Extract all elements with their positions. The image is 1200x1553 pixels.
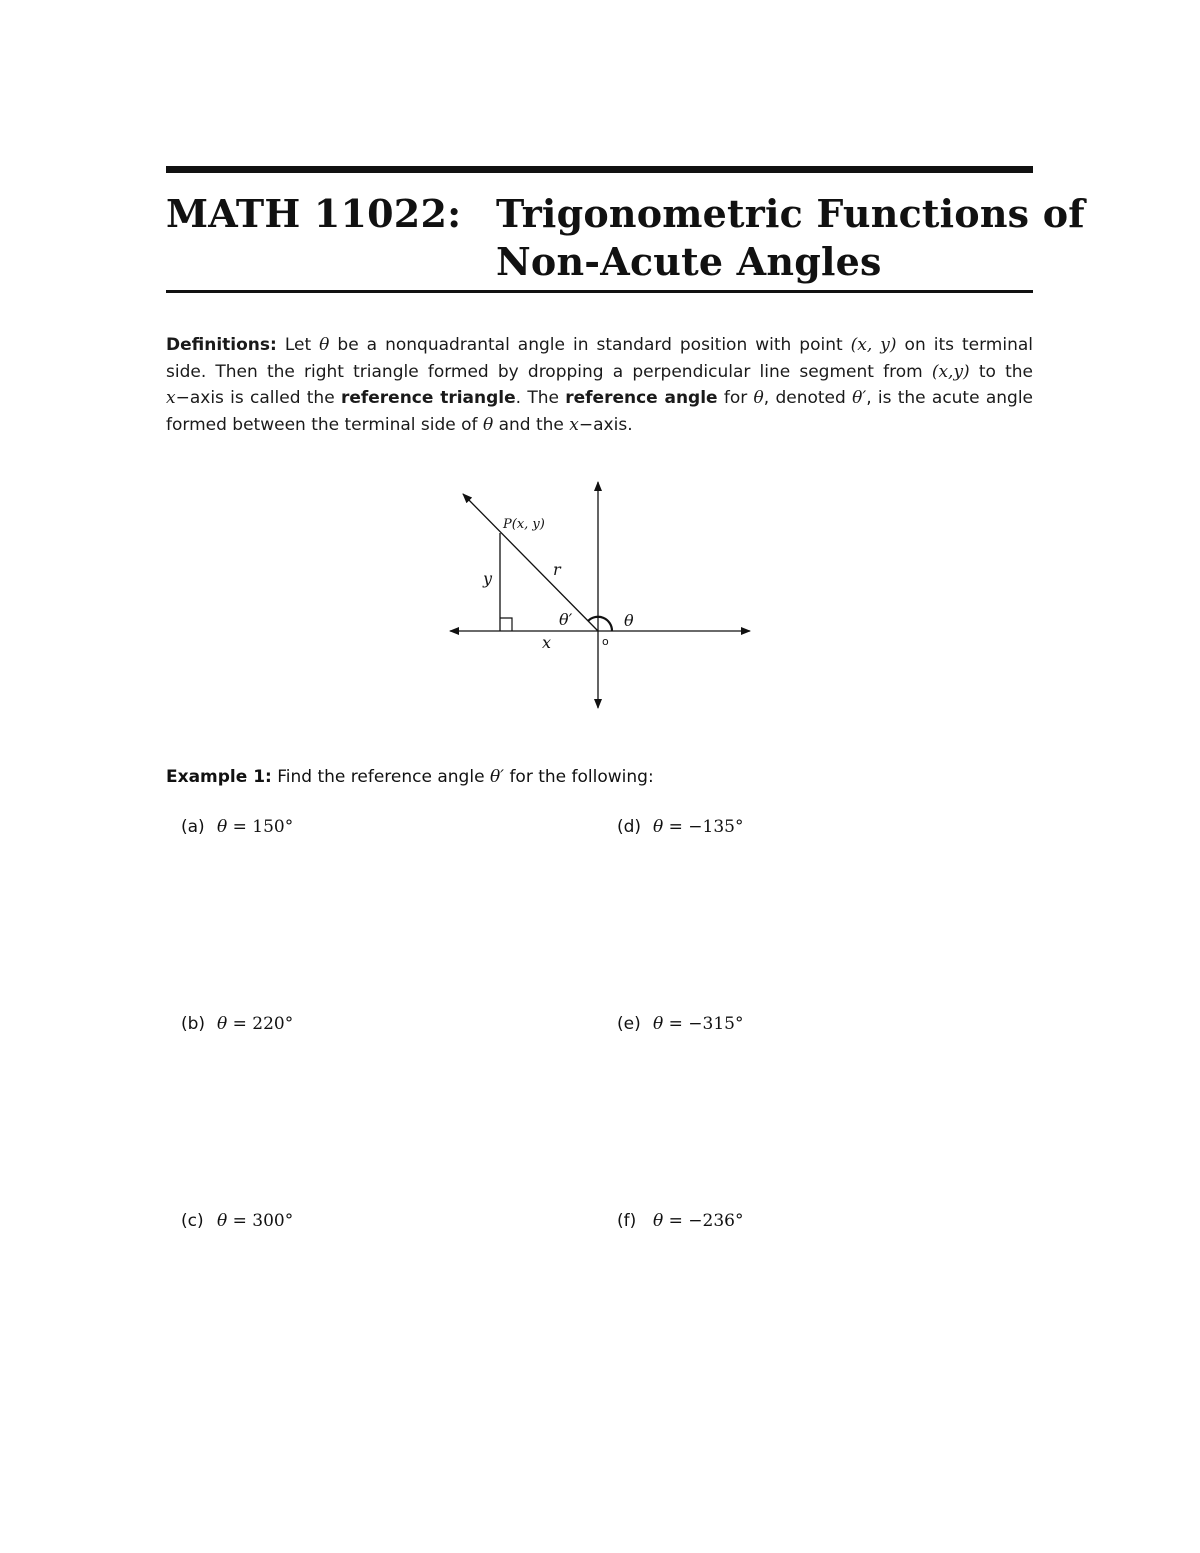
term-reference-triangle: reference triangle [340,388,516,408]
definitions-text: on its terminal side. Then the right triangle formed by dropping a perpendicular line segment from [166,335,1033,382]
problem-item [617,1012,744,1036]
problem-item [181,815,293,839]
page-title [496,190,1085,286]
definitions-text: −axis is called the [175,388,341,408]
definitions-text: to the [969,361,1033,382]
right-angle-marker [500,618,512,631]
point-p-label: P(x, y) [503,517,545,532]
definitions-text: , denoted [763,388,853,408]
problem-label: (b) [181,1014,206,1034]
definitions-text: for [717,388,754,408]
problem-variable: θ [653,1211,664,1231]
origin-label: o [602,635,609,648]
problem-label: (c) [181,1211,204,1231]
theta-prime-label: θ′ [559,610,573,629]
x-symbol: x [166,388,176,408]
problem-item [617,1209,744,1233]
problem-label: (a) [181,817,205,837]
title-bottom-rule [166,290,1033,293]
title-line-2: Non-Acute Angles [496,239,882,284]
definitions-text: and the [493,414,570,435]
problem-label: (d) [617,817,642,837]
theta-prime-symbol: θ′ [489,767,505,787]
problem-value: = 150° [227,817,294,837]
title-line-1: Trigonometric Functions of [496,191,1085,236]
problem-variable: θ [653,817,664,837]
terminal-side-line [463,494,598,631]
y-label: y [483,569,493,588]
example-prompt: for the following: [504,767,654,787]
point-notation: (x, y) [850,335,897,355]
problem-value: = 300° [227,1211,294,1231]
problem-value: = −315° [663,1014,744,1034]
course-number: MATH 11022: [166,191,462,236]
example-label: Example 1: [166,767,272,787]
definitions-text: Let [276,335,320,355]
problem-label: (e) [617,1014,641,1034]
definitions-text: −axis. [578,414,633,435]
problem-variable: θ [217,817,228,837]
theta-symbol: θ [753,388,764,408]
problem-value: = −135° [663,817,744,837]
theta-symbol: θ [319,335,330,355]
definitions-paragraph [166,332,1033,438]
problem-variable: θ [653,1014,664,1034]
theta-label: θ [624,611,634,630]
problem-value: = 220° [227,1014,294,1034]
title-top-rule [166,166,1033,173]
x-label: x [542,633,552,652]
problem-variable: θ [217,1211,228,1231]
definitions-label: Definitions: [166,335,277,355]
problem-item [181,1209,293,1233]
theta-prime-symbol: θ′ [852,388,867,408]
r-label: r [553,560,561,579]
point-notation: (x,y) [931,361,970,382]
term-reference-angle: reference angle [565,388,718,408]
definitions-text: . The [515,388,566,408]
theta-symbol: θ [482,414,494,435]
reference-triangle-diagram [440,478,760,714]
problem-item [181,1012,293,1036]
problem-value: = −236° [663,1211,744,1231]
problem-label: (f) [617,1211,637,1231]
problem-item [617,815,744,839]
problem-variable: θ [217,1014,228,1034]
definitions-text: , is the acute angle formed between the terminal side of [166,388,1034,435]
example-heading [166,765,654,789]
example-prompt: Find the reference angle [271,767,490,787]
definitions-text: be a nonquadrantal angle in standard position with point [329,335,851,355]
x-symbol: x [569,414,579,435]
